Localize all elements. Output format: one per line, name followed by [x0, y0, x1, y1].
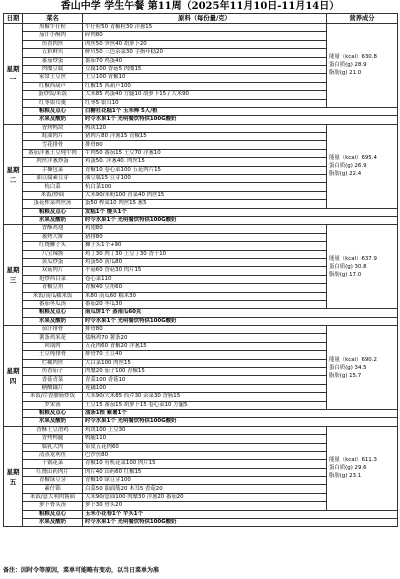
- dish-name: 青椒豆角: [23, 284, 83, 292]
- dish-ingredients: 青椒40 豆角60: [83, 284, 327, 292]
- dish-ingredients: 时令水果1个 光明餐饮特供100G酸奶: [83, 116, 398, 124]
- dish-ingredients: 排骨80: [83, 326, 327, 334]
- dish-ingredients: 大米90/米粉100 青菜40 肉丝15: [83, 191, 327, 199]
- dish-name: 土豆炖排骨: [23, 351, 83, 359]
- dish-name: 红枣银耳羹: [23, 99, 83, 107]
- dish-ingredients: 猪排80: [83, 233, 327, 241]
- dish-ingredients: 肉糜20 茄子100 青椒15: [83, 368, 327, 376]
- dish-ingredients: 鸡蛋50. 洋葱40. 肉丝15: [83, 158, 327, 166]
- dish-header: 菜名: [23, 14, 83, 24]
- dish-ingredients: 平菇60 香菇30 肉片15: [83, 267, 327, 275]
- table-row: [4, 216, 398, 224]
- ingredients-header: 原料（每份量/克）: [83, 14, 327, 24]
- dish-ingredients: 青椒10 绿豆芽100: [83, 477, 327, 485]
- dish-ingredients: 巴沙鱼80: [83, 451, 327, 459]
- dish-name: 家常土豆丝: [23, 74, 83, 82]
- dish-name: 葱烤大排: [23, 233, 83, 241]
- dish-name: 肉丝洋葱炒蛋: [23, 158, 83, 166]
- dish-name: 红烧山药肉片: [23, 468, 83, 476]
- dish-ingredients: 玉米小花卷1个 芋头1个: [83, 510, 398, 518]
- dish-name: 米饭/南瓜糯米饭: [23, 292, 83, 300]
- dish-name: 烂糊肉丝: [23, 359, 83, 367]
- dish-ingredients: 带皮五花肉60: [83, 443, 327, 451]
- nutrition-cell: [327, 225, 398, 309]
- table-row: [4, 24, 398, 32]
- dish-name: 八宝辣酱: [23, 250, 83, 258]
- dish-ingredients: 油条1根 紫薯1个: [83, 409, 398, 417]
- nutrition-value: 脂肪(g) 23.1: [329, 473, 362, 480]
- dish-ingredients: 发糕1个 馒头1个: [83, 208, 398, 216]
- dish-ingredients: 大米90/意面100 肉糜30 洋葱20 番茄20: [83, 493, 327, 501]
- dish-name: 黄瓜炒蛋: [23, 258, 83, 266]
- dish-name: 双菇肉片: [23, 267, 83, 275]
- table-row: [4, 519, 398, 527]
- dish-name: 香烤鸭腿: [23, 435, 83, 443]
- menu-title: 香山中学 学生午餐 第11周（2025年11月10日-11月14日）: [60, 1, 340, 12]
- dish-name: 鱼香肉丝: [23, 40, 83, 48]
- table-row: [4, 208, 398, 216]
- nutrition-cell: [327, 24, 398, 108]
- dish-name: 粗粮及点心: [23, 309, 83, 317]
- dish-name: 鱼香茄子: [23, 368, 83, 376]
- dish-ingredients: 番茄70 鸡蛋40: [83, 57, 327, 65]
- dish-name: 回锅肉: [23, 342, 83, 350]
- dish-name: 萝卜骨头汤: [23, 502, 83, 510]
- dish-name: 素什锦: [23, 485, 83, 493]
- dish-name: 蛋炒饭/米饭: [23, 91, 83, 99]
- dish-name: 五彩鲜贝: [23, 49, 83, 57]
- dish-ingredients: 米80 南瓜60 糯米30: [83, 292, 327, 300]
- nutrition-value: 能量（kcal）690.2: [329, 356, 377, 363]
- dish-ingredients: 土豆15 番茄15 胡萝卜15 卷心菜10 方腿5: [83, 401, 327, 409]
- dish-ingredients: 鸭腿110: [83, 435, 327, 443]
- dish-ingredients: 油豆腐15 豆芽100: [83, 175, 327, 183]
- dish-name: 黑椒牛仔粒: [23, 24, 83, 32]
- dish-name: 青椒绿豆芽: [23, 477, 83, 485]
- dish-name: 腐乳大肉: [23, 443, 83, 451]
- dish-ingredients: 鸡蛋50 黄瓜80: [83, 258, 327, 266]
- nutrition-value: 能量（kcal）611.3: [329, 457, 377, 464]
- dish-name: 红烧狮子头: [23, 242, 83, 250]
- dish-ingredients: 卷心菜110: [83, 275, 327, 283]
- dish-ingredients: 排骨70 土豆40: [83, 351, 327, 359]
- dish-name: 粗粮及点心: [23, 208, 83, 216]
- dish-ingredients: 时令水果1个 光明餐饮特供100G酸奶: [83, 418, 398, 426]
- dish-ingredients: 南瓜饼1个 蒸南瓜60克: [83, 309, 398, 317]
- nutrition-header: 营养成分: [327, 14, 398, 24]
- dish-name: 水果及酸奶: [23, 519, 83, 527]
- weekly-menu-table: [3, 13, 398, 527]
- dish-name: 香菇青菜: [23, 376, 83, 384]
- dish-ingredients: 豆腐100 香菇5 肉糜15: [83, 65, 327, 73]
- nutrition-cell: [327, 326, 398, 410]
- table-row: [4, 116, 398, 124]
- dish-name: 米饭/芹香腊肠炒饭: [23, 393, 83, 401]
- dish-name: 蛋花榨菜肉丝汤: [23, 200, 83, 208]
- dish-name: 干锅花菜: [23, 460, 83, 468]
- dish-ingredients: 鸡块100 土豆30: [83, 426, 327, 434]
- table-row: [4, 426, 398, 434]
- dish-name: 雪花排骨: [23, 141, 83, 149]
- dish-ingredients: 鸭块120: [83, 124, 327, 132]
- dish-name: 米饭/炒面: [23, 191, 83, 199]
- table-row: [4, 418, 398, 426]
- dish-name: 香酥土豆滑鸡: [23, 426, 83, 434]
- table-row: [4, 107, 398, 115]
- dish-ingredients: 肉片40 山药60 红椒15: [83, 468, 327, 476]
- dish-ingredients: 碎肉80: [83, 32, 327, 40]
- dish-ingredients: 蛋50 榨菜10 肉丝15 葱5: [83, 200, 327, 208]
- dish-ingredients: 牛仔粒50 青椒粒30 洋葱15: [83, 24, 327, 32]
- dish-name: 茄汁小酥肉: [23, 32, 83, 40]
- dish-name: 糖醋藕片: [23, 384, 83, 392]
- dish-name: 红椒西葫芦: [23, 82, 83, 90]
- nutrition-value: 脂肪(g) 15.7: [329, 372, 362, 379]
- nutrition-value: 能量（kcal）695.4: [329, 155, 377, 162]
- dish-ingredients: 大白菜100 肉丝15: [83, 359, 327, 367]
- date-header: 日期: [4, 14, 23, 24]
- dish-name: 蚝油肉片: [23, 133, 83, 141]
- nutrition-value: 能量（kcal）637.9: [329, 255, 377, 262]
- day-label: 星期三: [4, 225, 23, 326]
- day-label: 星期五: [4, 426, 23, 527]
- table-row: [4, 326, 398, 334]
- nutrition-cell: [327, 426, 398, 510]
- dish-ingredients: 时令水果1个 光明餐饮特供100G酸奶: [83, 317, 398, 325]
- dish-ingredients: 大米90/大米85 西芹30 杂菜30 香肠15: [83, 393, 327, 401]
- dish-ingredients: 鸡翅80: [83, 225, 327, 233]
- dish-name: 油豆腐素豆芽: [23, 175, 83, 183]
- dish-ingredients: 红枣5 银耳10: [83, 99, 327, 107]
- dish-ingredients: 五花肉60 青椒20 洋葱15: [83, 342, 327, 350]
- day-label: 星期二: [4, 124, 23, 225]
- dish-name: 番茄洋葱土豆炖牛肉: [23, 149, 83, 157]
- dish-ingredients: 萝卜30 骨头20: [83, 502, 327, 510]
- dish-ingredients: 盐酥鸡70 薯条20: [83, 334, 327, 342]
- dish-name: 水果及酸奶: [23, 216, 83, 224]
- table-row: [4, 225, 398, 233]
- dish-name: 粗粮及点心: [23, 409, 83, 417]
- nutrition-value: 蛋白质(g) 30.8: [329, 263, 367, 270]
- dish-name: 茄汁排骨: [23, 326, 83, 334]
- dish-ingredients: 白糖社花糕1个 玉米棒 5人/根: [83, 107, 398, 115]
- dish-ingredients: 青菜100 香菇10: [83, 376, 327, 384]
- dish-name: 罗宋汤: [23, 401, 83, 409]
- dish-ingredients: 大米85 鸡蛋40 方腿10 胡萝卜15 / 大米90: [83, 91, 327, 99]
- table-row: [4, 317, 398, 325]
- dish-ingredients: 狮子头1个+90: [83, 242, 327, 250]
- dish-ingredients: 杭白菜100: [83, 183, 327, 191]
- dish-name: 水果及酸奶: [23, 116, 83, 124]
- dish-ingredients: 鲜贝50 三色杂菜30 手指年糕20: [83, 49, 327, 57]
- dish-ingredients: 时令水果1个 光明餐饮特供100G酸奶: [83, 519, 398, 527]
- nutrition-value: 脂肪(g) 17.0: [329, 271, 362, 278]
- dish-name: 米饭/意大利肉酱面: [23, 493, 83, 501]
- dish-ingredients: 时令水果1个 光明餐饮特供100G酸奶: [83, 216, 398, 224]
- dish-name: 番茄炒蛋: [23, 57, 83, 65]
- table-row: [4, 510, 398, 518]
- table-row: [4, 409, 398, 417]
- nutrition-cell: [327, 124, 398, 208]
- day-label: 星期一: [4, 24, 23, 125]
- dish-name: 杭白菜: [23, 183, 83, 191]
- dish-ingredients: 青椒10 卷心菜100 五花肉片15: [83, 166, 327, 174]
- dish-name: 粗粮及点心: [23, 510, 83, 518]
- nutrition-value: 蛋白质(g) 29.6: [329, 465, 367, 472]
- nutrition-value: 蛋白质(g) 34.5: [329, 364, 367, 371]
- dish-name: 粗粮及点心: [23, 107, 83, 115]
- dish-name: 水果及酸奶: [23, 418, 83, 426]
- nutrition-value: 蛋白质(g) 28.9: [329, 62, 367, 69]
- nutrition-value: 脂肪(g) 21.0: [329, 70, 362, 77]
- dish-name: 薯条鸡米花: [23, 334, 83, 342]
- table-row: [4, 124, 398, 132]
- dish-name: 香烤鸭块: [23, 124, 83, 132]
- dish-ingredients: 莲藕100: [83, 384, 327, 392]
- dish-ingredients: 牛肉50 番茄15 土豆70 洋葱10: [83, 149, 327, 157]
- dish-ingredients: 青椒10 有机花菜100 肉片15: [83, 460, 327, 468]
- dish-ingredients: 鸡丁30 肉丁30 土豆丁30 香干10: [83, 250, 327, 258]
- dish-name: 手撕包菜: [23, 166, 83, 174]
- table-header-row: [4, 14, 398, 24]
- dish-ingredients: 排骨80: [83, 141, 327, 149]
- dish-ingredients: 肉丝50 笋丝40 胡萝卜20: [83, 40, 327, 48]
- nutrition-value: 能量（kcal）630.8: [329, 54, 377, 61]
- dish-name: 番茄冬瓜汤: [23, 300, 83, 308]
- dish-ingredients: 土豆100 青椒10: [83, 74, 327, 82]
- dish-name: 清蒸龙利鱼: [23, 451, 83, 459]
- dish-name: 炝炒西白菜: [23, 275, 83, 283]
- footnote: 备注：因时令等原因，菜单可能略有变动，以当日菜单为准: [3, 567, 160, 574]
- dish-name: 肉糜豆腐: [23, 65, 83, 73]
- nutrition-value: 脂肪(g) 22.4: [329, 171, 362, 178]
- dish-ingredients: 猪肉片80 洋葱15 青椒15: [83, 133, 327, 141]
- nutrition-value: 蛋白质(g) 26.9: [329, 163, 367, 170]
- day-label: 星期四: [4, 326, 23, 427]
- dish-ingredients: 番茄20 冬瓜30: [83, 300, 327, 308]
- dish-name: 水果及酸奶: [23, 317, 83, 325]
- dish-ingredients: 白菜50 油面筋20 木耳5 香菇20: [83, 485, 327, 493]
- dish-name: 香酥鸡翅: [23, 225, 83, 233]
- dish-ingredients: 红椒15 西葫芦100: [83, 82, 327, 90]
- table-row: [4, 309, 398, 317]
